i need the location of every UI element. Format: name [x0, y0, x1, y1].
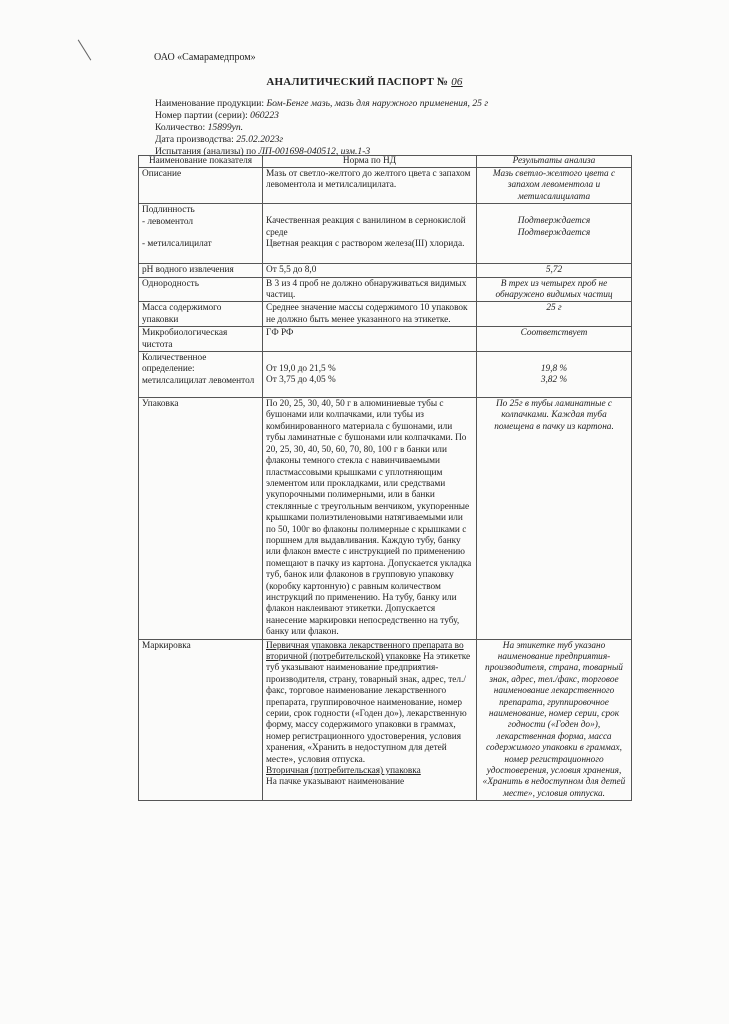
row-norm: Среднее значение массы содержимого 10 упаковок не должно быть менее указанного на этикетке.	[263, 302, 477, 327]
tests-label: Испытания (анализы) по	[155, 146, 257, 157]
row-name: Описание	[139, 168, 263, 204]
table-header-row	[139, 156, 632, 168]
row-name: рН водного извлечения	[139, 264, 263, 277]
table-row	[139, 352, 632, 398]
row-name: Маркировка	[139, 639, 263, 801]
row-norm-part: На пачке указывают наименование	[266, 777, 405, 788]
table-row	[139, 327, 632, 352]
header-indicator: Наименование показателя	[139, 156, 263, 168]
row-norm: ГФ РФ	[263, 327, 477, 352]
table-row	[139, 398, 632, 640]
row-result: По 25г в тубы ламинатные с колпачками. Каждая туба помещена в пачку из картона.	[477, 398, 632, 640]
header-norm: Норма по НД	[263, 156, 477, 168]
quantity-label: Количество:	[155, 122, 206, 133]
row-norm	[263, 639, 477, 801]
row-result: 5,72	[477, 264, 632, 277]
batch-line	[155, 110, 488, 122]
product-value: Бом-Бенге мазь, мазь для наружного применения, 25 г	[266, 98, 489, 109]
row-result: 25 г	[477, 302, 632, 327]
table-row	[139, 204, 632, 264]
product-label: Наименование продукции:	[155, 98, 265, 109]
date-line	[155, 134, 488, 146]
row-norm-part: Цветная реакция с раствором железа(III) хлорида.	[266, 239, 465, 250]
table-row	[139, 168, 632, 204]
row-result: Соответствует	[477, 327, 632, 352]
row-norm: Мазь от светло-желтого до желтого цвета с запахом левоментола и метилсалицилата.	[263, 168, 477, 204]
row-name: Количественное определение: метилсалицилат левоментол	[139, 352, 263, 398]
row-name-part: - метилсалицилат	[142, 239, 212, 250]
row-name: Однородность	[139, 277, 263, 302]
scan-mark	[78, 40, 92, 61]
row-norm-part: От 19,0 до 21,5 %	[266, 364, 336, 375]
date-value: 25.02.2023г	[236, 134, 284, 145]
analysis-table	[138, 155, 632, 801]
row-name	[139, 204, 263, 264]
row-result-part: 3,82 %	[540, 375, 568, 386]
product-meta	[155, 98, 488, 158]
row-norm-part: На этикетке туб указывают наименование предприятия-производителя, страну, товарный знак, адрес, тел./факс, торговое наименование лекарственного препарата, группировочное наименование, номер серии, срок годности («Годен до»), лекарственную форму, массу содержимого упаковки в граммах, номер регистрационного удостоверения, условия хранения, «Хранить в недоступном для детей месте», условия отпуска.	[266, 652, 471, 765]
tests-value: ЛП-001698-040512, изм.1-3	[258, 146, 371, 157]
row-result	[477, 352, 632, 398]
row-name-part: - левоментол	[142, 216, 194, 227]
row-result-part: Подтверждается	[517, 216, 591, 227]
table-row	[139, 277, 632, 302]
row-norm-part: От 3,75 до 4,05 %	[266, 375, 336, 386]
row-norm	[263, 352, 477, 398]
row-name-part: Подлинность	[142, 205, 195, 216]
date-label: Дата производства:	[155, 134, 234, 145]
title-text: АНАЛИТИЧЕСКИЙ ПАСПОРТ №	[266, 76, 449, 88]
row-norm-part: Качественная реакция с ванилином в сернокислой среде	[266, 216, 466, 238]
row-result: На этикетке туб указано наименование предприятия-производителя, страна, товарный знак, адрес, тел./факс, торговое наименование лекарственного препарата, группировочное наименование, номер серии, срок годности («Годен до»), лекарственная форма, масса содержимого упаковки в граммах, номер регистрационного удостоверения, условия хранения, «Хранить в недоступном для детей месте», условия отпуска.	[477, 639, 632, 801]
row-result: Мазь светло-желтого цвета с запахом левоментола и метилсалицилата	[477, 168, 632, 204]
row-result-part: Подтверждается	[517, 227, 591, 238]
table-row	[139, 302, 632, 327]
row-norm-heading: Первичная упаковка лекарственного препарата во вторичной (потребительской) упаковке	[266, 640, 464, 662]
organization-name: ОАО «Самарамедпром»	[154, 52, 256, 63]
row-norm: От 5,5 до 8,0	[263, 264, 477, 277]
table-row	[139, 264, 632, 277]
batch-value: 060223	[250, 110, 279, 121]
row-name: Упаковка	[139, 398, 263, 640]
passport-number: 06	[451, 76, 463, 88]
quantity-value: 15899уп.	[207, 122, 244, 133]
batch-label: Номер партии (серии):	[155, 110, 248, 121]
quantity-line	[155, 122, 488, 134]
row-result: В трех из четырех проб не обнаружено видимых частиц	[477, 277, 632, 302]
document-title	[0, 76, 729, 88]
row-name: Масса содержимого упаковки	[139, 302, 263, 327]
row-norm	[263, 204, 477, 264]
table-row	[139, 639, 632, 801]
product-line	[155, 98, 488, 110]
row-result-part: 19,8 %	[540, 364, 568, 375]
row-norm-heading: Вторичная (потребительская) упаковка	[266, 766, 421, 777]
header-result: Результаты анализа	[477, 156, 632, 168]
row-result	[477, 204, 632, 264]
row-norm: В 3 из 4 проб не должно обнаруживаться видимых частиц.	[263, 277, 477, 302]
row-name: Микробиологическая чистота	[139, 327, 263, 352]
row-norm: По 20, 25, 30, 40, 50 г в алюминиевые тубы с бушонами или колпачками, или тубы из комбинированного материала с бушонами, или тубы ламинатные с бушонами или колпачками. По 20, 25, 30, 40, 50, 60, 70, 80, 100 г в банки или флаконы темного стекла с навинчиваемыми пластмассовыми крышками с уплотняющим элементом или прокладками, или средствами укупорочными полимерными, или в банки стеклянные с треугольным венчиком, укупоренные крышками полиэтиленовыми натягиваемыми или по 50, 100г во флаконы полимерные с крышками с поршнем для выдавливания. Каждую тубу, банку или флакон вместе с инструкцией по применению помещают в пачку из картона. Допускается укладка туб, банок или флаконов в групповую упаковку (коробку картонную) с равным количеством инструкций по применению. На тубу, банку или флакон наклеивают этикетки. Допускается нанесение маркировки непосредственно на тубу, банку или флакон.	[263, 398, 477, 640]
